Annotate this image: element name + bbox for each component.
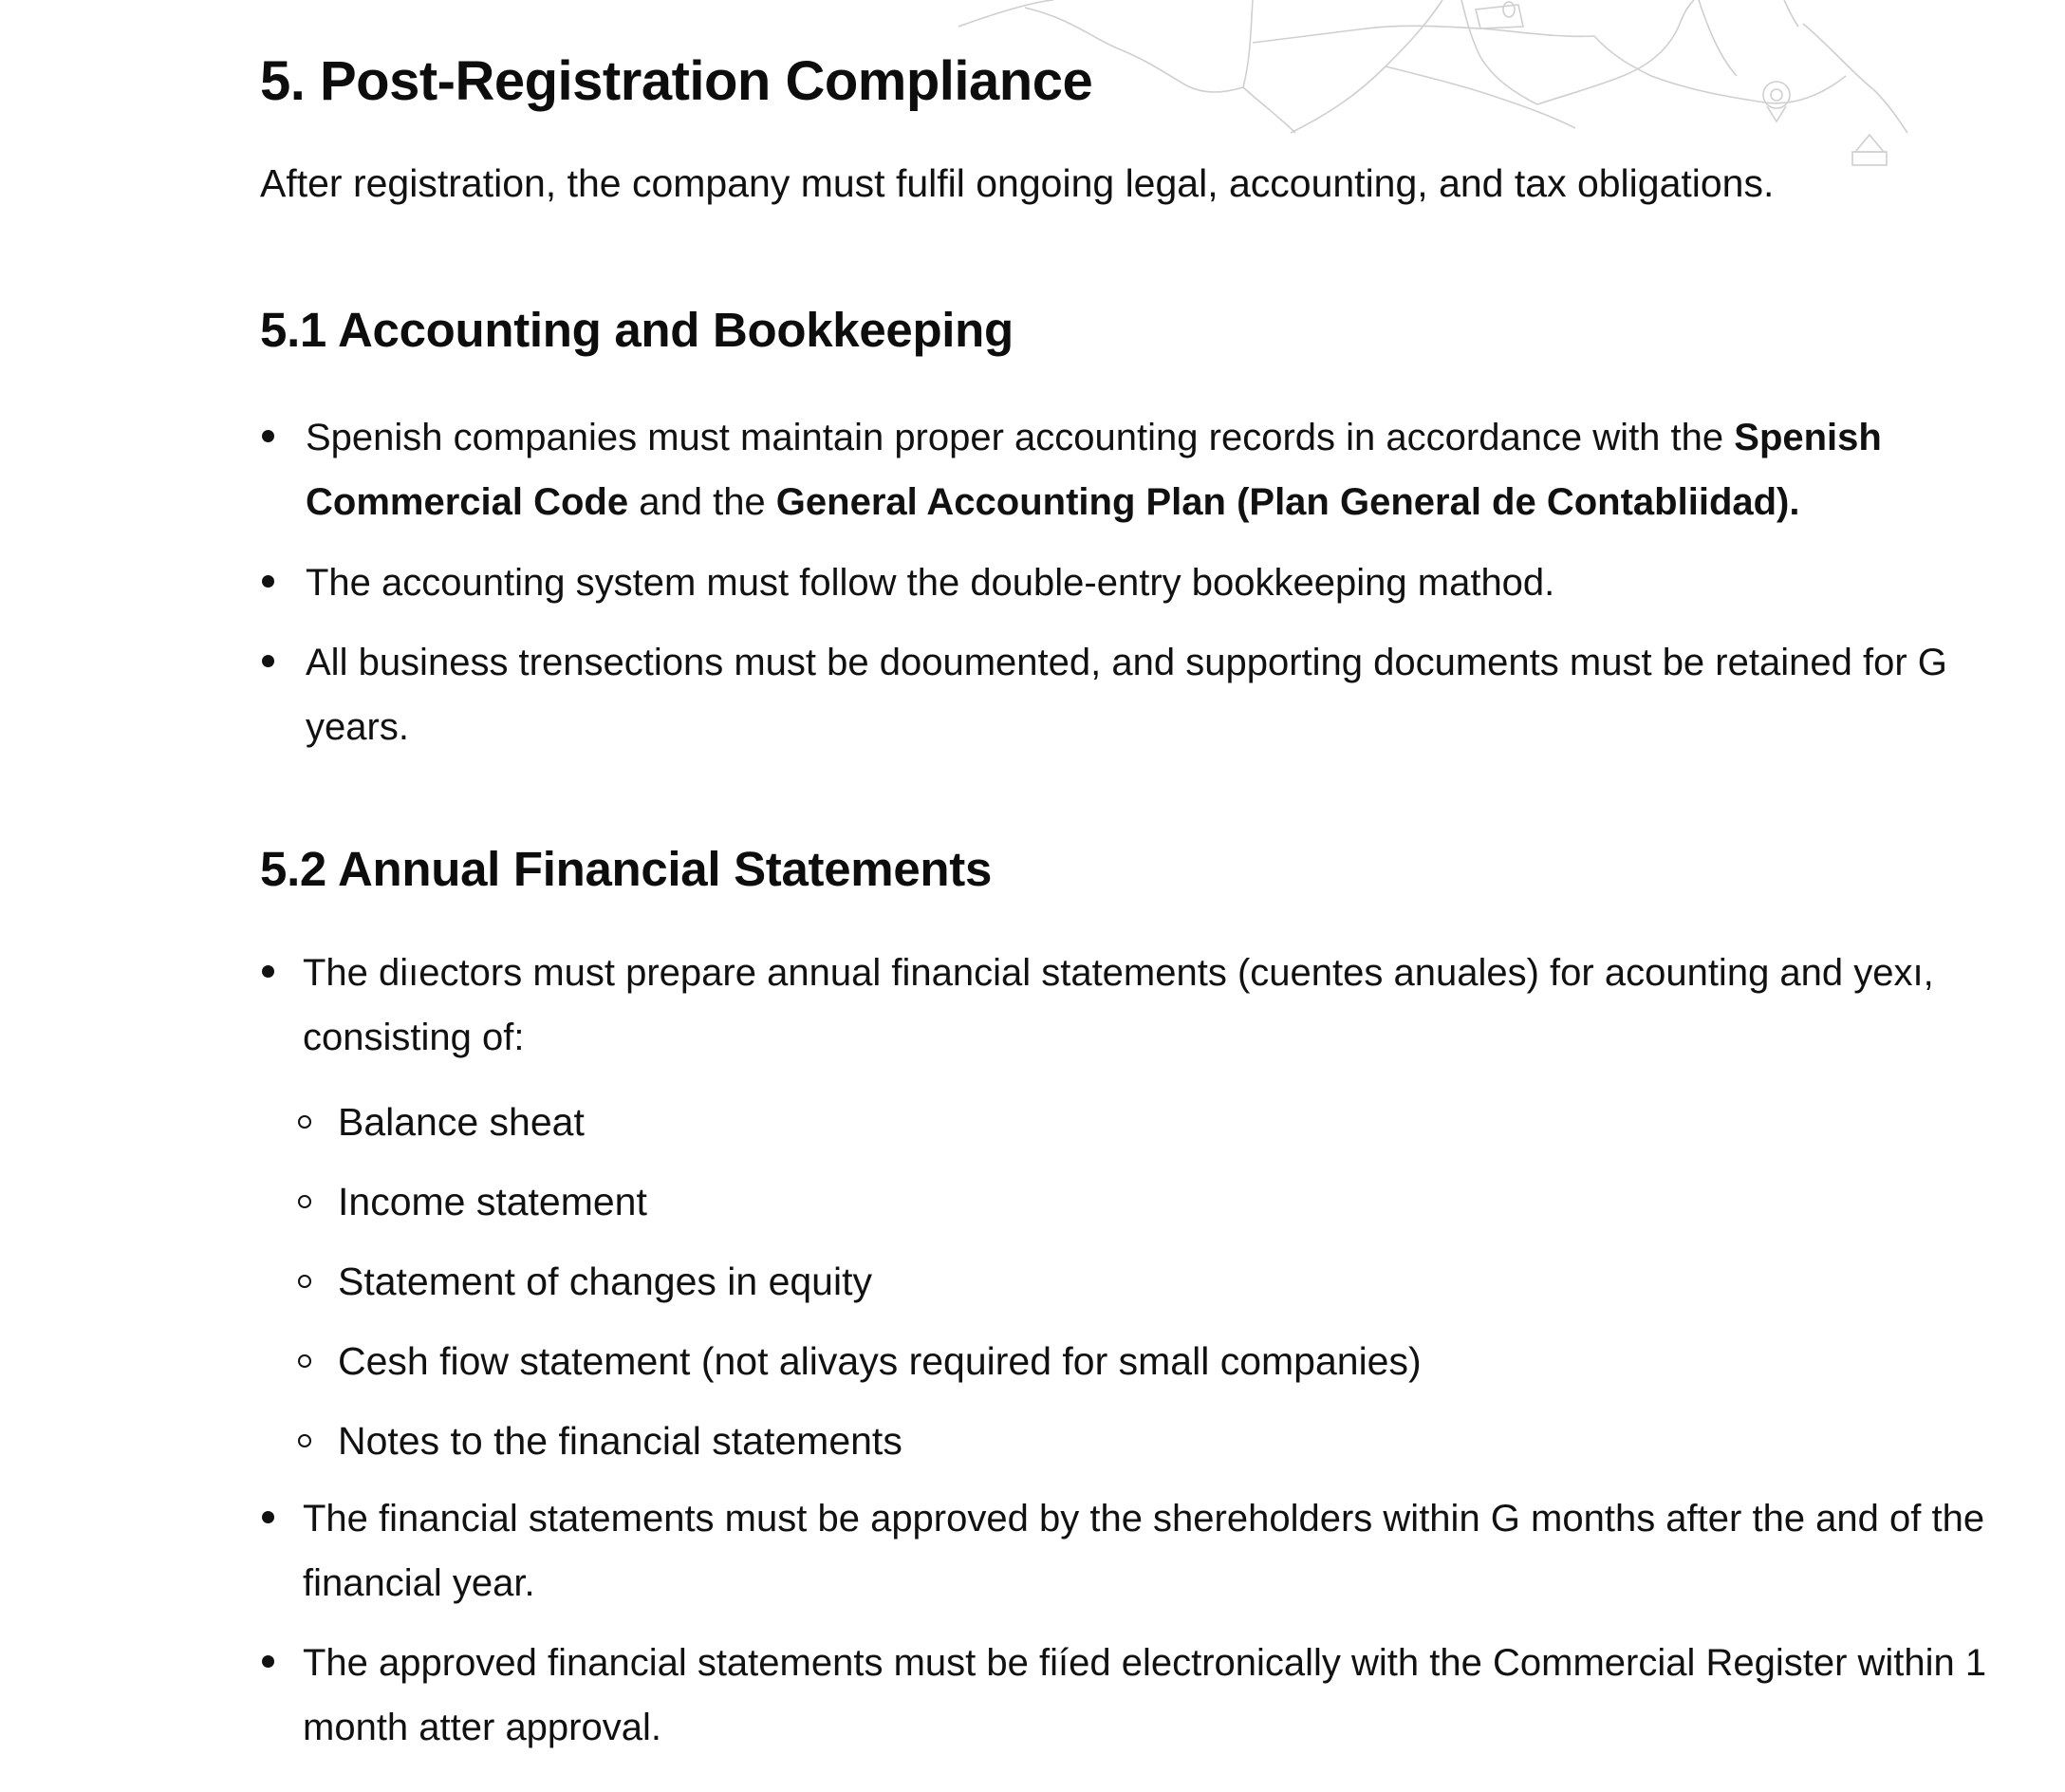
list-item — [260, 551, 1997, 615]
text-run: Spenish companies must maintain proper accounting records in accordance with the — [306, 417, 1735, 458]
list-item — [260, 630, 1997, 759]
sub-list-item-text: Balance sheat — [338, 1100, 585, 1144]
list-item-text: The accounting system must follow the double-entry bookkeeping mathod. — [306, 562, 1555, 604]
sub-list-item-text: Statement of changes in equity — [338, 1260, 872, 1303]
bullet-icon — [262, 965, 274, 978]
bullet-icon — [262, 1511, 274, 1523]
bullet-icon — [262, 655, 274, 667]
list-item — [260, 1631, 1997, 1760]
hollow-bullet-icon — [298, 1195, 311, 1208]
list-item — [260, 941, 1997, 1070]
list-item-text: The diıectors must prepare annual financial statements (cuentes anuales) for acounting and yexı, — [303, 952, 1934, 994]
text-run: and the — [628, 481, 776, 523]
list-item-text: All business trensections must be dooumented, and supporting documents must be retained for G years. — [306, 642, 1947, 748]
list-item-text: The approved financial statements must be fiíed electronically with the Commercial Register within 1 month atter approval. — [303, 1642, 1987, 1748]
subsection-title-accounting: 5.1 Accounting and Bookkeeping — [260, 303, 1014, 357]
section-title: 5. Post-Registration Compliance — [260, 50, 1093, 112]
list-item — [260, 405, 1997, 534]
sub-list-item-text: Cesh fiow statement (not alivays required for small companies) — [338, 1339, 1422, 1383]
bullet-icon — [262, 575, 274, 588]
sub-list-item — [298, 1169, 647, 1234]
map-watermark — [949, 0, 2065, 180]
bullet-icon — [262, 430, 274, 442]
intro-paragraph: After registration, the company must fulfil ongoing legal, accounting, and tax obligations. — [260, 161, 1775, 205]
bold-text-run: General Accounting Plan (Plan General de Contabliidad). — [775, 481, 1800, 523]
sub-list-item — [298, 1409, 902, 1473]
sub-list-item — [298, 1090, 585, 1154]
hollow-bullet-icon — [298, 1434, 311, 1447]
list-item-text-continued: consisting of: — [303, 1017, 525, 1058]
sub-list-item-text: Notes to the financial statements — [338, 1419, 902, 1463]
sub-list-item — [298, 1249, 872, 1314]
list-item — [260, 1486, 1997, 1615]
hollow-bullet-icon — [298, 1115, 311, 1129]
bold-text-run: Spenish Commercial Code — [306, 417, 1882, 523]
subsection-title-annual-statements: 5.2 Annual Financial Statements — [260, 842, 993, 896]
list-item-text: The financial statements must be approved by the shereholders within G months after the and of the financial year. — [303, 1498, 1985, 1604]
bullet-icon — [262, 1655, 274, 1668]
hollow-bullet-icon — [298, 1354, 311, 1368]
hollow-bullet-icon — [298, 1275, 311, 1288]
sub-list-item-text: Income statement — [338, 1180, 647, 1223]
sub-list-item — [298, 1329, 1422, 1393]
list-item-text — [306, 405, 1997, 534]
